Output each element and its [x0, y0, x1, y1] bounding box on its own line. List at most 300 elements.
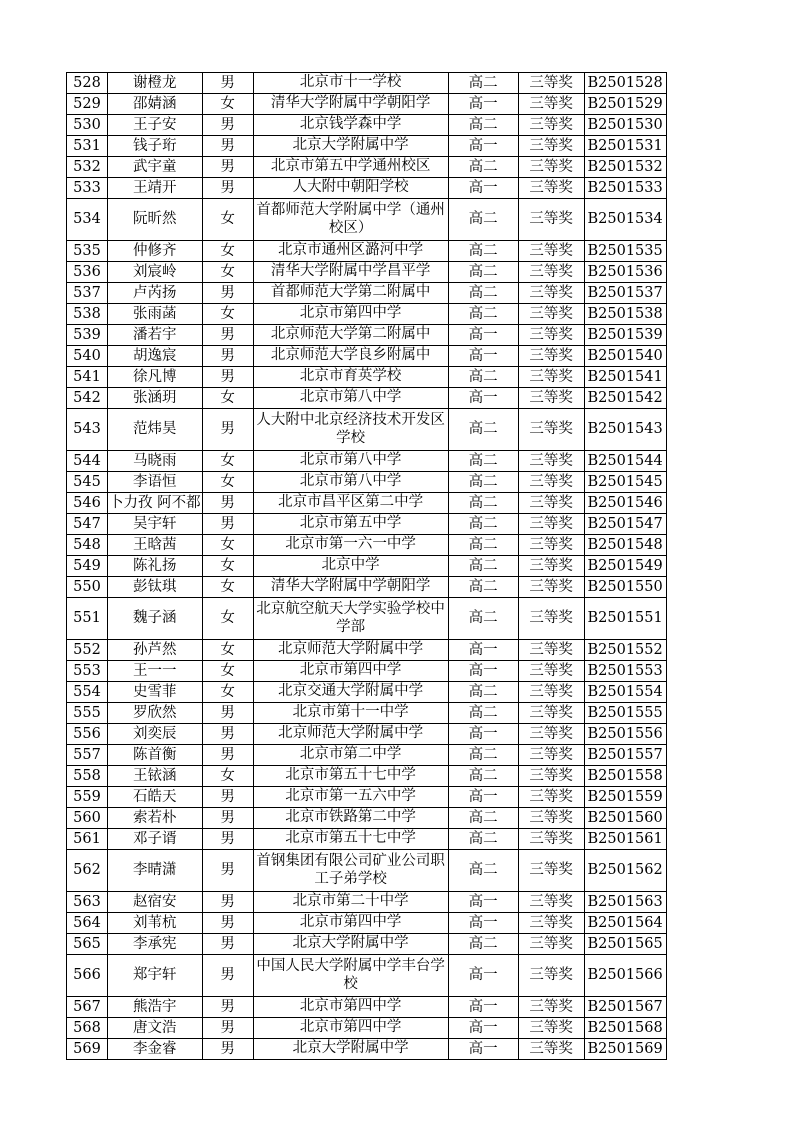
gender-cell: 女 [202, 199, 253, 241]
student-name-cell: 邵婧涵 [108, 94, 203, 115]
grade-cell: 高二 [448, 115, 518, 136]
student-name-cell: 张涵玥 [108, 388, 203, 409]
grade-cell: 高二 [448, 241, 518, 262]
certificate-id-cell: B2501567 [584, 997, 666, 1018]
table-row [67, 1039, 667, 1060]
certificate-id-cell: B2501548 [584, 535, 666, 556]
student-name-cell: 武宇童 [108, 157, 203, 178]
school-name-cell: 北京市第五中学 [253, 514, 448, 535]
grade-cell: 高二 [448, 808, 518, 829]
certificate-id-cell: B2501563 [584, 892, 666, 913]
gender-cell: 女 [202, 388, 253, 409]
student-name-cell: 吴宇轩 [108, 514, 203, 535]
table-row [67, 724, 667, 745]
student-name-cell: 熊浩宇 [108, 997, 203, 1018]
certificate-id-cell: B2501552 [584, 640, 666, 661]
award-table [66, 72, 667, 1060]
award-level-cell: 三等奖 [518, 514, 584, 535]
award-level-cell: 三等奖 [518, 136, 584, 157]
school-name-cell: 北京市第八中学 [253, 388, 448, 409]
certificate-id-cell: B2501549 [584, 556, 666, 577]
award-level-cell: 三等奖 [518, 409, 584, 451]
award-level-cell: 三等奖 [518, 955, 584, 997]
gender-cell: 男 [202, 955, 253, 997]
student-name-cell: 刘奕辰 [108, 724, 203, 745]
award-level-cell: 三等奖 [518, 934, 584, 955]
school-name-cell: 清华大学附属中学朝阳学 [253, 94, 448, 115]
grade-cell: 高二 [448, 682, 518, 703]
grade-cell: 高二 [448, 493, 518, 514]
grade-cell: 高一 [448, 136, 518, 157]
student-name-cell: 王铱涵 [108, 766, 203, 787]
table-body [67, 73, 667, 1060]
student-name-cell: 仲修齐 [108, 241, 203, 262]
student-name-cell: 胡逸宸 [108, 346, 203, 367]
award-level-cell: 三等奖 [518, 724, 584, 745]
row-number-cell: 556 [67, 724, 108, 745]
school-name-cell: 清华大学附属中学朝阳学 [253, 577, 448, 598]
school-name-cell: 北京市第五十七中学 [253, 766, 448, 787]
certificate-id-cell: B2501529 [584, 94, 666, 115]
grade-cell: 高二 [448, 850, 518, 892]
school-name-cell: 北京市第二中学 [253, 745, 448, 766]
gender-cell: 男 [202, 325, 253, 346]
student-name-cell: 邓子谞 [108, 829, 203, 850]
table-row [67, 598, 667, 640]
table-row [67, 199, 667, 241]
award-level-cell: 三等奖 [518, 304, 584, 325]
student-name-cell: 孙芦然 [108, 640, 203, 661]
student-name-cell: 罗欣然 [108, 703, 203, 724]
gender-cell: 女 [202, 304, 253, 325]
student-name-cell: 范炜昊 [108, 409, 203, 451]
gender-cell: 男 [202, 73, 253, 94]
grade-cell: 高二 [448, 829, 518, 850]
row-number-cell: 566 [67, 955, 108, 997]
certificate-id-cell: B2501551 [584, 598, 666, 640]
award-level-cell: 三等奖 [518, 913, 584, 934]
table-row [67, 367, 667, 388]
student-name-cell: 卢芮扬 [108, 283, 203, 304]
certificate-id-cell: B2501545 [584, 472, 666, 493]
award-level-cell: 三等奖 [518, 262, 584, 283]
award-level-cell: 三等奖 [518, 157, 584, 178]
student-name-cell: 王子安 [108, 115, 203, 136]
student-name-cell: 谢橙龙 [108, 73, 203, 94]
school-name-cell: 北京交通大学附属中学 [253, 682, 448, 703]
student-name-cell: 张雨菡 [108, 304, 203, 325]
school-name-cell: 首都师范大学附属中学（通州校区） [253, 199, 448, 241]
grade-cell: 高一 [448, 388, 518, 409]
row-number-cell: 568 [67, 1018, 108, 1039]
school-name-cell: 北京市第八中学 [253, 472, 448, 493]
grade-cell: 高二 [448, 409, 518, 451]
award-level-cell: 三等奖 [518, 178, 584, 199]
certificate-id-cell: B2501543 [584, 409, 666, 451]
grade-cell: 高二 [448, 934, 518, 955]
award-level-cell: 三等奖 [518, 451, 584, 472]
student-name-cell: 卜力孜 阿不都 [108, 493, 203, 514]
student-name-cell: 唐文浩 [108, 1018, 203, 1039]
certificate-id-cell: B2501557 [584, 745, 666, 766]
school-name-cell: 首都师范大学第二附属中 [253, 283, 448, 304]
gender-cell: 男 [202, 913, 253, 934]
student-name-cell: 魏子涵 [108, 598, 203, 640]
gender-cell: 男 [202, 934, 253, 955]
row-number-cell: 557 [67, 745, 108, 766]
row-number-cell: 561 [67, 829, 108, 850]
grade-cell: 高一 [448, 178, 518, 199]
school-name-cell: 北京市第五中学通州校区 [253, 157, 448, 178]
certificate-id-cell: B2501528 [584, 73, 666, 94]
award-level-cell: 三等奖 [518, 94, 584, 115]
school-name-cell: 北京大学附属中学 [253, 934, 448, 955]
grade-cell: 高一 [448, 913, 518, 934]
table-row [67, 829, 667, 850]
grade-cell: 高二 [448, 157, 518, 178]
student-name-cell: 阮昕然 [108, 199, 203, 241]
student-name-cell: 王一一 [108, 661, 203, 682]
award-level-cell: 三等奖 [518, 346, 584, 367]
gender-cell: 女 [202, 262, 253, 283]
row-number-cell: 555 [67, 703, 108, 724]
row-number-cell: 529 [67, 94, 108, 115]
grade-cell: 高一 [448, 640, 518, 661]
table-row [67, 388, 667, 409]
school-name-cell: 北京市第四中学 [253, 997, 448, 1018]
award-level-cell: 三等奖 [518, 535, 584, 556]
grade-cell: 高二 [448, 73, 518, 94]
certificate-id-cell: B2501537 [584, 283, 666, 304]
gender-cell: 女 [202, 766, 253, 787]
award-level-cell: 三等奖 [518, 577, 584, 598]
school-name-cell: 中国人民大学附属中学丰台学校 [253, 955, 448, 997]
row-number-cell: 540 [67, 346, 108, 367]
school-name-cell: 北京市第五十七中学 [253, 829, 448, 850]
school-name-cell: 北京钱学森中学 [253, 115, 448, 136]
certificate-id-cell: B2501556 [584, 724, 666, 745]
certificate-id-cell: B2501541 [584, 367, 666, 388]
gender-cell: 男 [202, 346, 253, 367]
school-name-cell: 北京市第十一中学 [253, 703, 448, 724]
award-level-cell: 三等奖 [518, 787, 584, 808]
row-number-cell: 560 [67, 808, 108, 829]
row-number-cell: 564 [67, 913, 108, 934]
gender-cell: 男 [202, 115, 253, 136]
certificate-id-cell: B2501535 [584, 241, 666, 262]
school-name-cell: 北京市第四中学 [253, 304, 448, 325]
certificate-id-cell: B2501546 [584, 493, 666, 514]
student-name-cell: 钱子珩 [108, 136, 203, 157]
certificate-id-cell: B2501554 [584, 682, 666, 703]
certificate-id-cell: B2501539 [584, 325, 666, 346]
grade-cell: 高一 [448, 1039, 518, 1060]
award-level-cell: 三等奖 [518, 850, 584, 892]
grade-cell: 高一 [448, 787, 518, 808]
student-name-cell: 石皓天 [108, 787, 203, 808]
award-level-cell: 三等奖 [518, 73, 584, 94]
row-number-cell: 532 [67, 157, 108, 178]
row-number-cell: 536 [67, 262, 108, 283]
table-row [67, 136, 667, 157]
gender-cell: 女 [202, 661, 253, 682]
school-name-cell: 北京中学 [253, 556, 448, 577]
table-row [67, 178, 667, 199]
certificate-id-cell: B2501550 [584, 577, 666, 598]
gender-cell: 女 [202, 472, 253, 493]
row-number-cell: 565 [67, 934, 108, 955]
table-row [67, 115, 667, 136]
row-number-cell: 530 [67, 115, 108, 136]
row-number-cell: 569 [67, 1039, 108, 1060]
certificate-id-cell: B2501555 [584, 703, 666, 724]
row-number-cell: 539 [67, 325, 108, 346]
row-number-cell: 541 [67, 367, 108, 388]
school-name-cell: 人大附中北京经济技术开发区学校 [253, 409, 448, 451]
gender-cell: 女 [202, 94, 253, 115]
table-row [67, 808, 667, 829]
row-number-cell: 554 [67, 682, 108, 703]
table-row [67, 787, 667, 808]
row-number-cell: 531 [67, 136, 108, 157]
certificate-id-cell: B2501564 [584, 913, 666, 934]
table-row [67, 661, 667, 682]
award-level-cell: 三等奖 [518, 199, 584, 241]
grade-cell: 高二 [448, 745, 518, 766]
table-row [67, 703, 667, 724]
certificate-id-cell: B2501547 [584, 514, 666, 535]
gender-cell: 男 [202, 493, 253, 514]
row-number-cell: 551 [67, 598, 108, 640]
award-level-cell: 三等奖 [518, 388, 584, 409]
table-row [67, 577, 667, 598]
student-name-cell: 王晗茜 [108, 535, 203, 556]
gender-cell: 男 [202, 157, 253, 178]
school-name-cell: 北京市昌平区第二中学 [253, 493, 448, 514]
student-name-cell: 刘苇杭 [108, 913, 203, 934]
row-number-cell: 545 [67, 472, 108, 493]
gender-cell: 男 [202, 745, 253, 766]
school-name-cell: 北京大学附属中学 [253, 136, 448, 157]
table-row [67, 241, 667, 262]
gender-cell: 男 [202, 787, 253, 808]
award-level-cell: 三等奖 [518, 598, 584, 640]
school-name-cell: 北京师范大学附属中学 [253, 724, 448, 745]
student-name-cell: 王靖开 [108, 178, 203, 199]
student-name-cell: 潘若宇 [108, 325, 203, 346]
award-level-cell: 三等奖 [518, 703, 584, 724]
gender-cell: 男 [202, 514, 253, 535]
grade-cell: 高二 [448, 367, 518, 388]
gender-cell: 男 [202, 808, 253, 829]
grade-cell: 高二 [448, 535, 518, 556]
grade-cell: 高一 [448, 892, 518, 913]
grade-cell: 高二 [448, 598, 518, 640]
grade-cell: 高二 [448, 556, 518, 577]
school-name-cell: 北京市第四中学 [253, 661, 448, 682]
certificate-id-cell: B2501568 [584, 1018, 666, 1039]
award-level-cell: 三等奖 [518, 556, 584, 577]
row-number-cell: 543 [67, 409, 108, 451]
certificate-id-cell: B2501562 [584, 850, 666, 892]
table-row [67, 283, 667, 304]
gender-cell: 男 [202, 178, 253, 199]
certificate-id-cell: B2501566 [584, 955, 666, 997]
award-level-cell: 三等奖 [518, 766, 584, 787]
school-name-cell: 北京市第一五六中学 [253, 787, 448, 808]
row-number-cell: 528 [67, 73, 108, 94]
table-row [67, 325, 667, 346]
certificate-id-cell: B2501569 [584, 1039, 666, 1060]
gender-cell: 男 [202, 892, 253, 913]
award-level-cell: 三等奖 [518, 808, 584, 829]
student-name-cell: 李晴潇 [108, 850, 203, 892]
award-level-cell: 三等奖 [518, 682, 584, 703]
table-row [67, 346, 667, 367]
award-level-cell: 三等奖 [518, 640, 584, 661]
gender-cell: 男 [202, 1039, 253, 1060]
certificate-id-cell: B2501561 [584, 829, 666, 850]
student-name-cell: 史雪菲 [108, 682, 203, 703]
row-number-cell: 535 [67, 241, 108, 262]
certificate-id-cell: B2501536 [584, 262, 666, 283]
row-number-cell: 547 [67, 514, 108, 535]
row-number-cell: 548 [67, 535, 108, 556]
school-name-cell: 北京市第八中学 [253, 451, 448, 472]
certificate-id-cell: B2501558 [584, 766, 666, 787]
gender-cell: 女 [202, 556, 253, 577]
student-name-cell: 李金睿 [108, 1039, 203, 1060]
gender-cell: 女 [202, 451, 253, 472]
student-name-cell: 彭钛琪 [108, 577, 203, 598]
table-row [67, 766, 667, 787]
grade-cell: 高一 [448, 94, 518, 115]
table-row [67, 304, 667, 325]
table-row [67, 472, 667, 493]
gender-cell: 男 [202, 829, 253, 850]
certificate-id-cell: B2501530 [584, 115, 666, 136]
table-row [67, 892, 667, 913]
row-number-cell: 553 [67, 661, 108, 682]
student-name-cell: 徐凡博 [108, 367, 203, 388]
certificate-id-cell: B2501538 [584, 304, 666, 325]
school-name-cell: 北京市育英学校 [253, 367, 448, 388]
table-row [67, 535, 667, 556]
award-level-cell: 三等奖 [518, 472, 584, 493]
gender-cell: 男 [202, 409, 253, 451]
certificate-id-cell: B2501544 [584, 451, 666, 472]
row-number-cell: 567 [67, 997, 108, 1018]
table-row [67, 682, 667, 703]
award-level-cell: 三等奖 [518, 1018, 584, 1039]
table-row [67, 451, 667, 472]
school-name-cell: 北京市第四中学 [253, 1018, 448, 1039]
grade-cell: 高一 [448, 325, 518, 346]
grade-cell: 高二 [448, 304, 518, 325]
gender-cell: 女 [202, 577, 253, 598]
gender-cell: 女 [202, 640, 253, 661]
school-name-cell: 北京大学附属中学 [253, 1039, 448, 1060]
table-row [67, 745, 667, 766]
school-name-cell: 北京市铁路第二中学 [253, 808, 448, 829]
gender-cell: 女 [202, 241, 253, 262]
award-level-cell: 三等奖 [518, 325, 584, 346]
gender-cell: 男 [202, 997, 253, 1018]
certificate-id-cell: B2501560 [584, 808, 666, 829]
table-row [67, 955, 667, 997]
award-level-cell: 三等奖 [518, 892, 584, 913]
grade-cell: 高二 [448, 262, 518, 283]
student-name-cell: 陈首衡 [108, 745, 203, 766]
school-name-cell: 北京师范大学附属中学 [253, 640, 448, 661]
table-row [67, 640, 667, 661]
grade-cell: 高二 [448, 472, 518, 493]
row-number-cell: 533 [67, 178, 108, 199]
table-row [67, 1018, 667, 1039]
table-row [67, 94, 667, 115]
school-name-cell: 北京师范大学第二附属中 [253, 325, 448, 346]
certificate-id-cell: B2501565 [584, 934, 666, 955]
award-level-cell: 三等奖 [518, 283, 584, 304]
row-number-cell: 534 [67, 199, 108, 241]
row-number-cell: 538 [67, 304, 108, 325]
grade-cell: 高一 [448, 346, 518, 367]
row-number-cell: 542 [67, 388, 108, 409]
grade-cell: 高二 [448, 283, 518, 304]
gender-cell: 男 [202, 367, 253, 388]
certificate-id-cell: B2501533 [584, 178, 666, 199]
award-level-cell: 三等奖 [518, 829, 584, 850]
table-row [67, 493, 667, 514]
student-name-cell: 赵宿安 [108, 892, 203, 913]
row-number-cell: 544 [67, 451, 108, 472]
student-name-cell: 陈礼扬 [108, 556, 203, 577]
school-name-cell: 首钢集团有限公司矿业公司职工子弟学校 [253, 850, 448, 892]
award-level-cell: 三等奖 [518, 241, 584, 262]
gender-cell: 女 [202, 682, 253, 703]
row-number-cell: 563 [67, 892, 108, 913]
grade-cell: 高二 [448, 199, 518, 241]
grade-cell: 高二 [448, 577, 518, 598]
table-row [67, 934, 667, 955]
certificate-id-cell: B2501540 [584, 346, 666, 367]
table-row [67, 556, 667, 577]
award-level-cell: 三等奖 [518, 1039, 584, 1060]
student-name-cell: 刘宸岭 [108, 262, 203, 283]
school-name-cell: 北京师范大学良乡附属中 [253, 346, 448, 367]
grade-cell: 高二 [448, 514, 518, 535]
certificate-id-cell: B2501559 [584, 787, 666, 808]
award-level-cell: 三等奖 [518, 661, 584, 682]
award-level-cell: 三等奖 [518, 997, 584, 1018]
table-row [67, 514, 667, 535]
school-name-cell: 北京市通州区潞河中学 [253, 241, 448, 262]
student-name-cell: 马晓雨 [108, 451, 203, 472]
student-name-cell: 李承宪 [108, 934, 203, 955]
school-name-cell: 北京市第二十中学 [253, 892, 448, 913]
school-name-cell: 清华大学附属中学昌平学 [253, 262, 448, 283]
table-row [67, 262, 667, 283]
grade-cell: 高二 [448, 703, 518, 724]
table-row [67, 997, 667, 1018]
table-row [67, 913, 667, 934]
table-row [67, 73, 667, 94]
row-number-cell: 558 [67, 766, 108, 787]
grade-cell: 高二 [448, 766, 518, 787]
school-name-cell: 北京航空航天大学实验学校中学部 [253, 598, 448, 640]
school-name-cell: 北京市十一学校 [253, 73, 448, 94]
row-number-cell: 550 [67, 577, 108, 598]
